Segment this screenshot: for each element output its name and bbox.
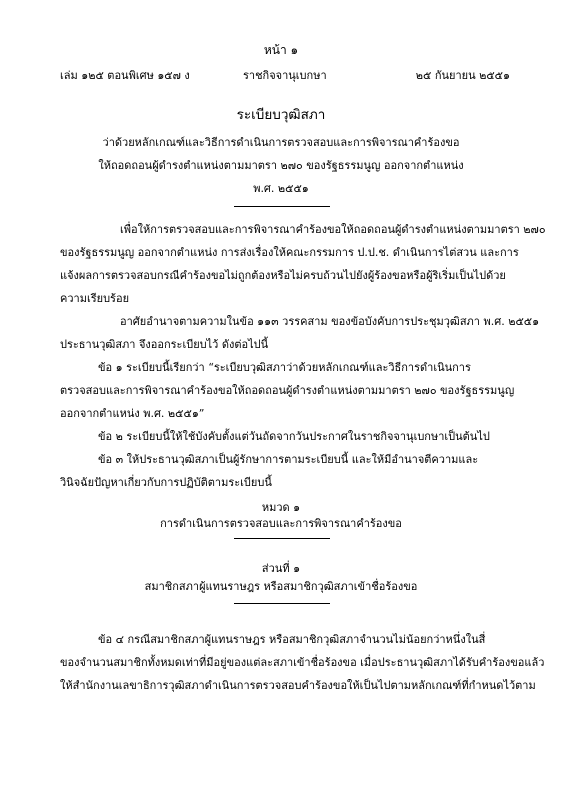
- preamble-line: เพื่อให้การตรวจสอบและการพิจารณาคำร้องขอให้ถอดถอนผู้ดำรงตำแหน่งตามมาตรา ๒๗๐: [120, 223, 546, 236]
- chapter-heading: หมวด ๑: [261, 501, 301, 514]
- clause-line: ข้อ ๒ ระเบียบนี้ให้ใช้บังคับตั้งแต่วันถัดจากวันประกาศในราชกิจจานุเบกษาเป็นต้นไป: [98, 430, 490, 443]
- page-number: หน้า ๑: [263, 43, 299, 57]
- chapter-title: การดำเนินการตรวจสอบและการพิจารณาคำร้องขอ: [160, 517, 402, 530]
- regulation-year: พ.ศ. ๒๕๕๑: [253, 182, 309, 195]
- clause-line: ข้อ ๔ กรณีสมาชิกสภาผู้แทนราษฎร หรือสมาชิกวุฒิสภาจำนวนไม่น้อยกว่าหนึ่งในสี่: [98, 633, 486, 646]
- preamble-line: แจ้งผลการตรวจสอบกรณีคำร้องขอไม่ถูกต้องหรือไม่ครบถ้วนไปยังผู้ร้องขอหรือผู้ริเริ่มเป็นไปด้วย: [60, 269, 506, 282]
- clause-line: ตรวจสอบและการพิจารณาคำร้องขอให้ถอดถอนผู้ดำรงตำแหน่งตามมาตรา ๒๗๐ ของรัฐธรรมนูญ: [60, 384, 515, 397]
- part-divider: [234, 603, 330, 604]
- title-divider: [234, 206, 330, 207]
- regulation-title: ระเบียบวุฒิสภา: [236, 107, 326, 123]
- volume-info: เล่ม ๑๒๕ ตอนพิเศษ ๑๕๗ ง: [60, 69, 190, 82]
- preamble-line: ของรัฐธรรมนูญ ออกจากตำแหน่ง การส่งเรื่องให้คณะกรรมการ ป.ป.ช. ดำเนินการไต่สวน และการ: [60, 246, 519, 259]
- preamble-line: อาศัยอำนาจตามความในข้อ ๑๑๓ วรรคสาม ของข้อบังคับการประชุมวุฒิสภา พ.ศ. ๒๕๕๑: [120, 315, 540, 328]
- publication-date: ๒๕ กันยายน ๒๕๕๑: [415, 69, 510, 82]
- gazette-header: [60, 66, 510, 82]
- preamble-line: ประธานวุฒิสภา จึงออกระเบียบไว้ ดังต่อไปนี้: [60, 338, 269, 351]
- part-heading: ส่วนที่ ๑: [261, 562, 301, 575]
- chapter-divider: [234, 538, 330, 539]
- clause-line: ข้อ ๑ ระเบียบนี้เรียกว่า “ระเบียบวุฒิสภาว่าด้วยหลักเกณฑ์และวิธีการดำเนินการ: [98, 361, 471, 374]
- preamble-line: ความเรียบร้อย: [60, 292, 130, 305]
- clause-line: ออกจากตำแหน่ง พ.ศ. ๒๕๕๑”: [60, 407, 205, 420]
- regulation-subtitle-line-1: ว่าด้วยหลักเกณฑ์และวิธีการดำเนินการตรวจสอบและการพิจารณาคำร้องขอ: [102, 136, 460, 149]
- clause-line: ของจำนวนสมาชิกทั้งหมดเท่าที่มีอยู่ของแต่ละสภาเข้าชื่อร้องขอ เมื่อประธานวุฒิสภาได้รับคำร้องขอแล้ว: [60, 656, 545, 669]
- clause-line: วินิจฉัยปัญหาเกี่ยวกับการปฏิบัติตามระเบียบนี้: [60, 476, 272, 489]
- clause-line: ให้สำนักงานเลขาธิการวุฒิสภาดำเนินการตรวจสอบคำร้องขอให้เป็นไปตามหลักเกณฑ์ที่กำหนดไว้ตาม: [60, 679, 536, 692]
- clause-line: ข้อ ๓ ให้ประธานวุฒิสภาเป็นผู้รักษาการตามระเบียบนี้ และให้มีอำนาจตีความและ: [98, 453, 479, 466]
- regulation-subtitle-line-2: ให้ถอดถอนผู้ดำรงตำแหน่งตามมาตรา ๒๗๐ ของรัฐธรรมนูญ ออกจากตำแหน่ง: [98, 159, 464, 172]
- gazette-name: ราชกิจจานุเบกษา: [243, 69, 327, 82]
- part-title: สมาชิกสภาผู้แทนราษฎร หรือสมาชิกวุฒิสภาเข้าชื่อร้องขอ: [144, 580, 418, 593]
